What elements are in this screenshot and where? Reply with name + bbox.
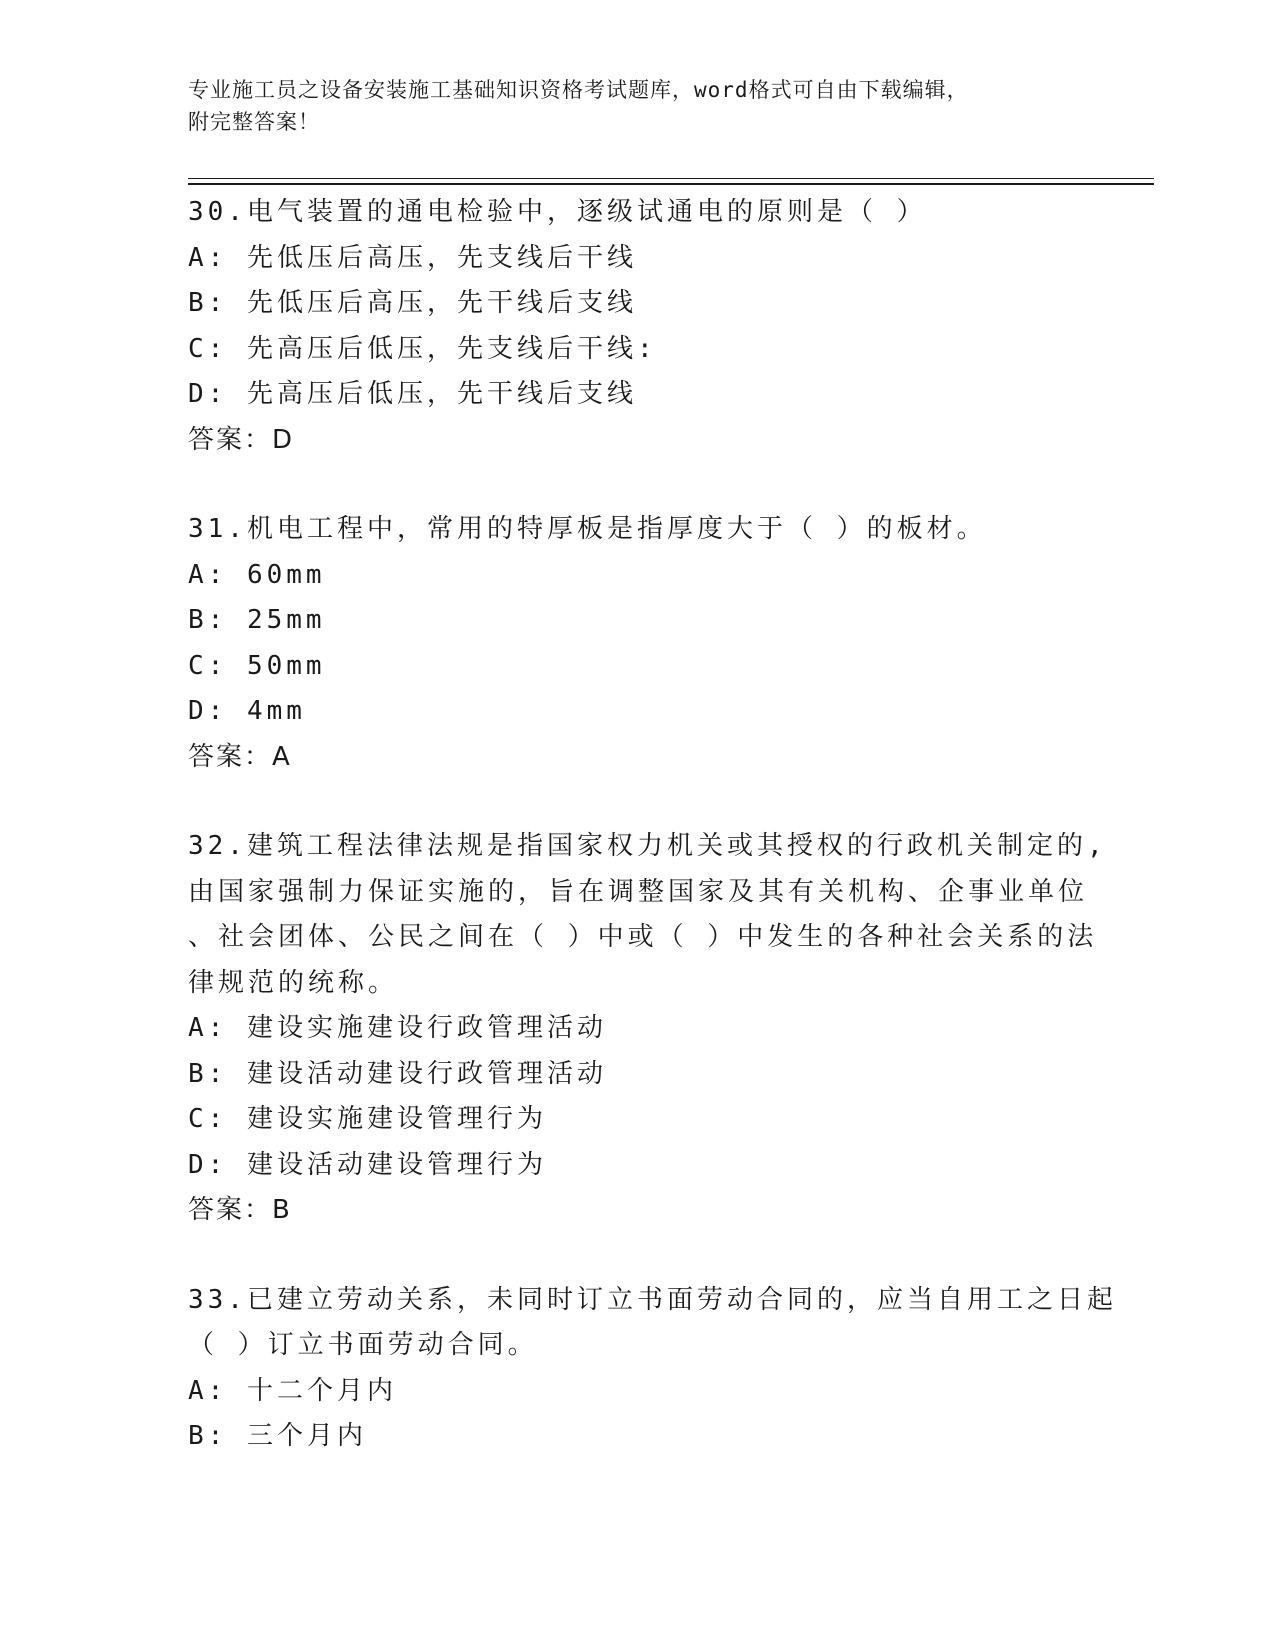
option-a: A: 60mm	[188, 559, 326, 590]
answer-text: 答案：A	[188, 741, 292, 772]
answer-text: 答案：B	[188, 1195, 292, 1225]
option-b: B: 三个月内	[188, 1421, 367, 1451]
question-stem	[188, 1278, 1117, 1369]
question-31	[188, 507, 1088, 780]
answer-text: 答案：D	[188, 424, 295, 455]
option-a: A: 建设实施建设行政管理活动	[188, 1013, 607, 1043]
header-divider	[188, 183, 1154, 185]
stem-line: 31.机电工程中，常用的特厚板是指厚度大于（ ）的板材。	[188, 514, 987, 544]
option-d: D: 4mm	[188, 696, 306, 726]
question-list	[188, 190, 1117, 1504]
document-header	[188, 74, 1088, 138]
stem-line: 32.建筑工程法律法规是指国家权力机关或其授权的行政机关制定的,	[188, 831, 1107, 861]
question-32	[188, 824, 1107, 1234]
header-line: 专业施工员之设备安装施工基础知识资格考试题库，word格式可自由下载编辑，	[188, 78, 969, 102]
stem-line: 30.电气装置的通电检验中，逐级试通电的原则是（ ）	[188, 197, 927, 227]
question-stem	[188, 507, 1088, 553]
option-c: C: 先高压后低压，先支线后干线:	[188, 333, 657, 364]
header-line: 附完整答案！	[188, 110, 320, 134]
option-b: B: 25mm	[188, 605, 326, 635]
stem-line: （ ）订立书面劳动合同。	[188, 1330, 538, 1360]
stem-line: 33.已建立劳动关系，未同时订立书面劳动合同的，应当自用工之日起	[188, 1284, 1117, 1315]
option-c: C: 建设实施建设管理行为	[188, 1104, 547, 1134]
header-divider	[188, 178, 1154, 179]
question-30	[188, 190, 1088, 463]
question-stem	[188, 824, 1107, 1006]
option-a: A: 先低压后高压，先支线后干线	[188, 242, 637, 273]
stem-line: 律规范的统称。	[188, 967, 399, 998]
option-b: B: 先低压后高压，先干线后支线	[188, 288, 637, 318]
option-d: D: 先高压后低压，先干线后支线	[188, 379, 637, 409]
option-d: D: 建设活动建设管理行为	[188, 1149, 547, 1180]
stem-line: 、社会团体、公民之间在（ ）中或（ ）中发生的各种社会关系的法	[188, 922, 1098, 952]
stem-line: 由国家强制力保证实施的，旨在调整国家及其有关机构、企事业单位	[188, 876, 1089, 907]
option-a: A: 十二个月内	[188, 1375, 397, 1406]
option-b: B: 建设活动建设行政管理活动	[188, 1058, 607, 1089]
question-stem	[188, 190, 1088, 236]
option-c: C: 50mm	[188, 650, 326, 681]
question-33	[188, 1278, 1117, 1460]
